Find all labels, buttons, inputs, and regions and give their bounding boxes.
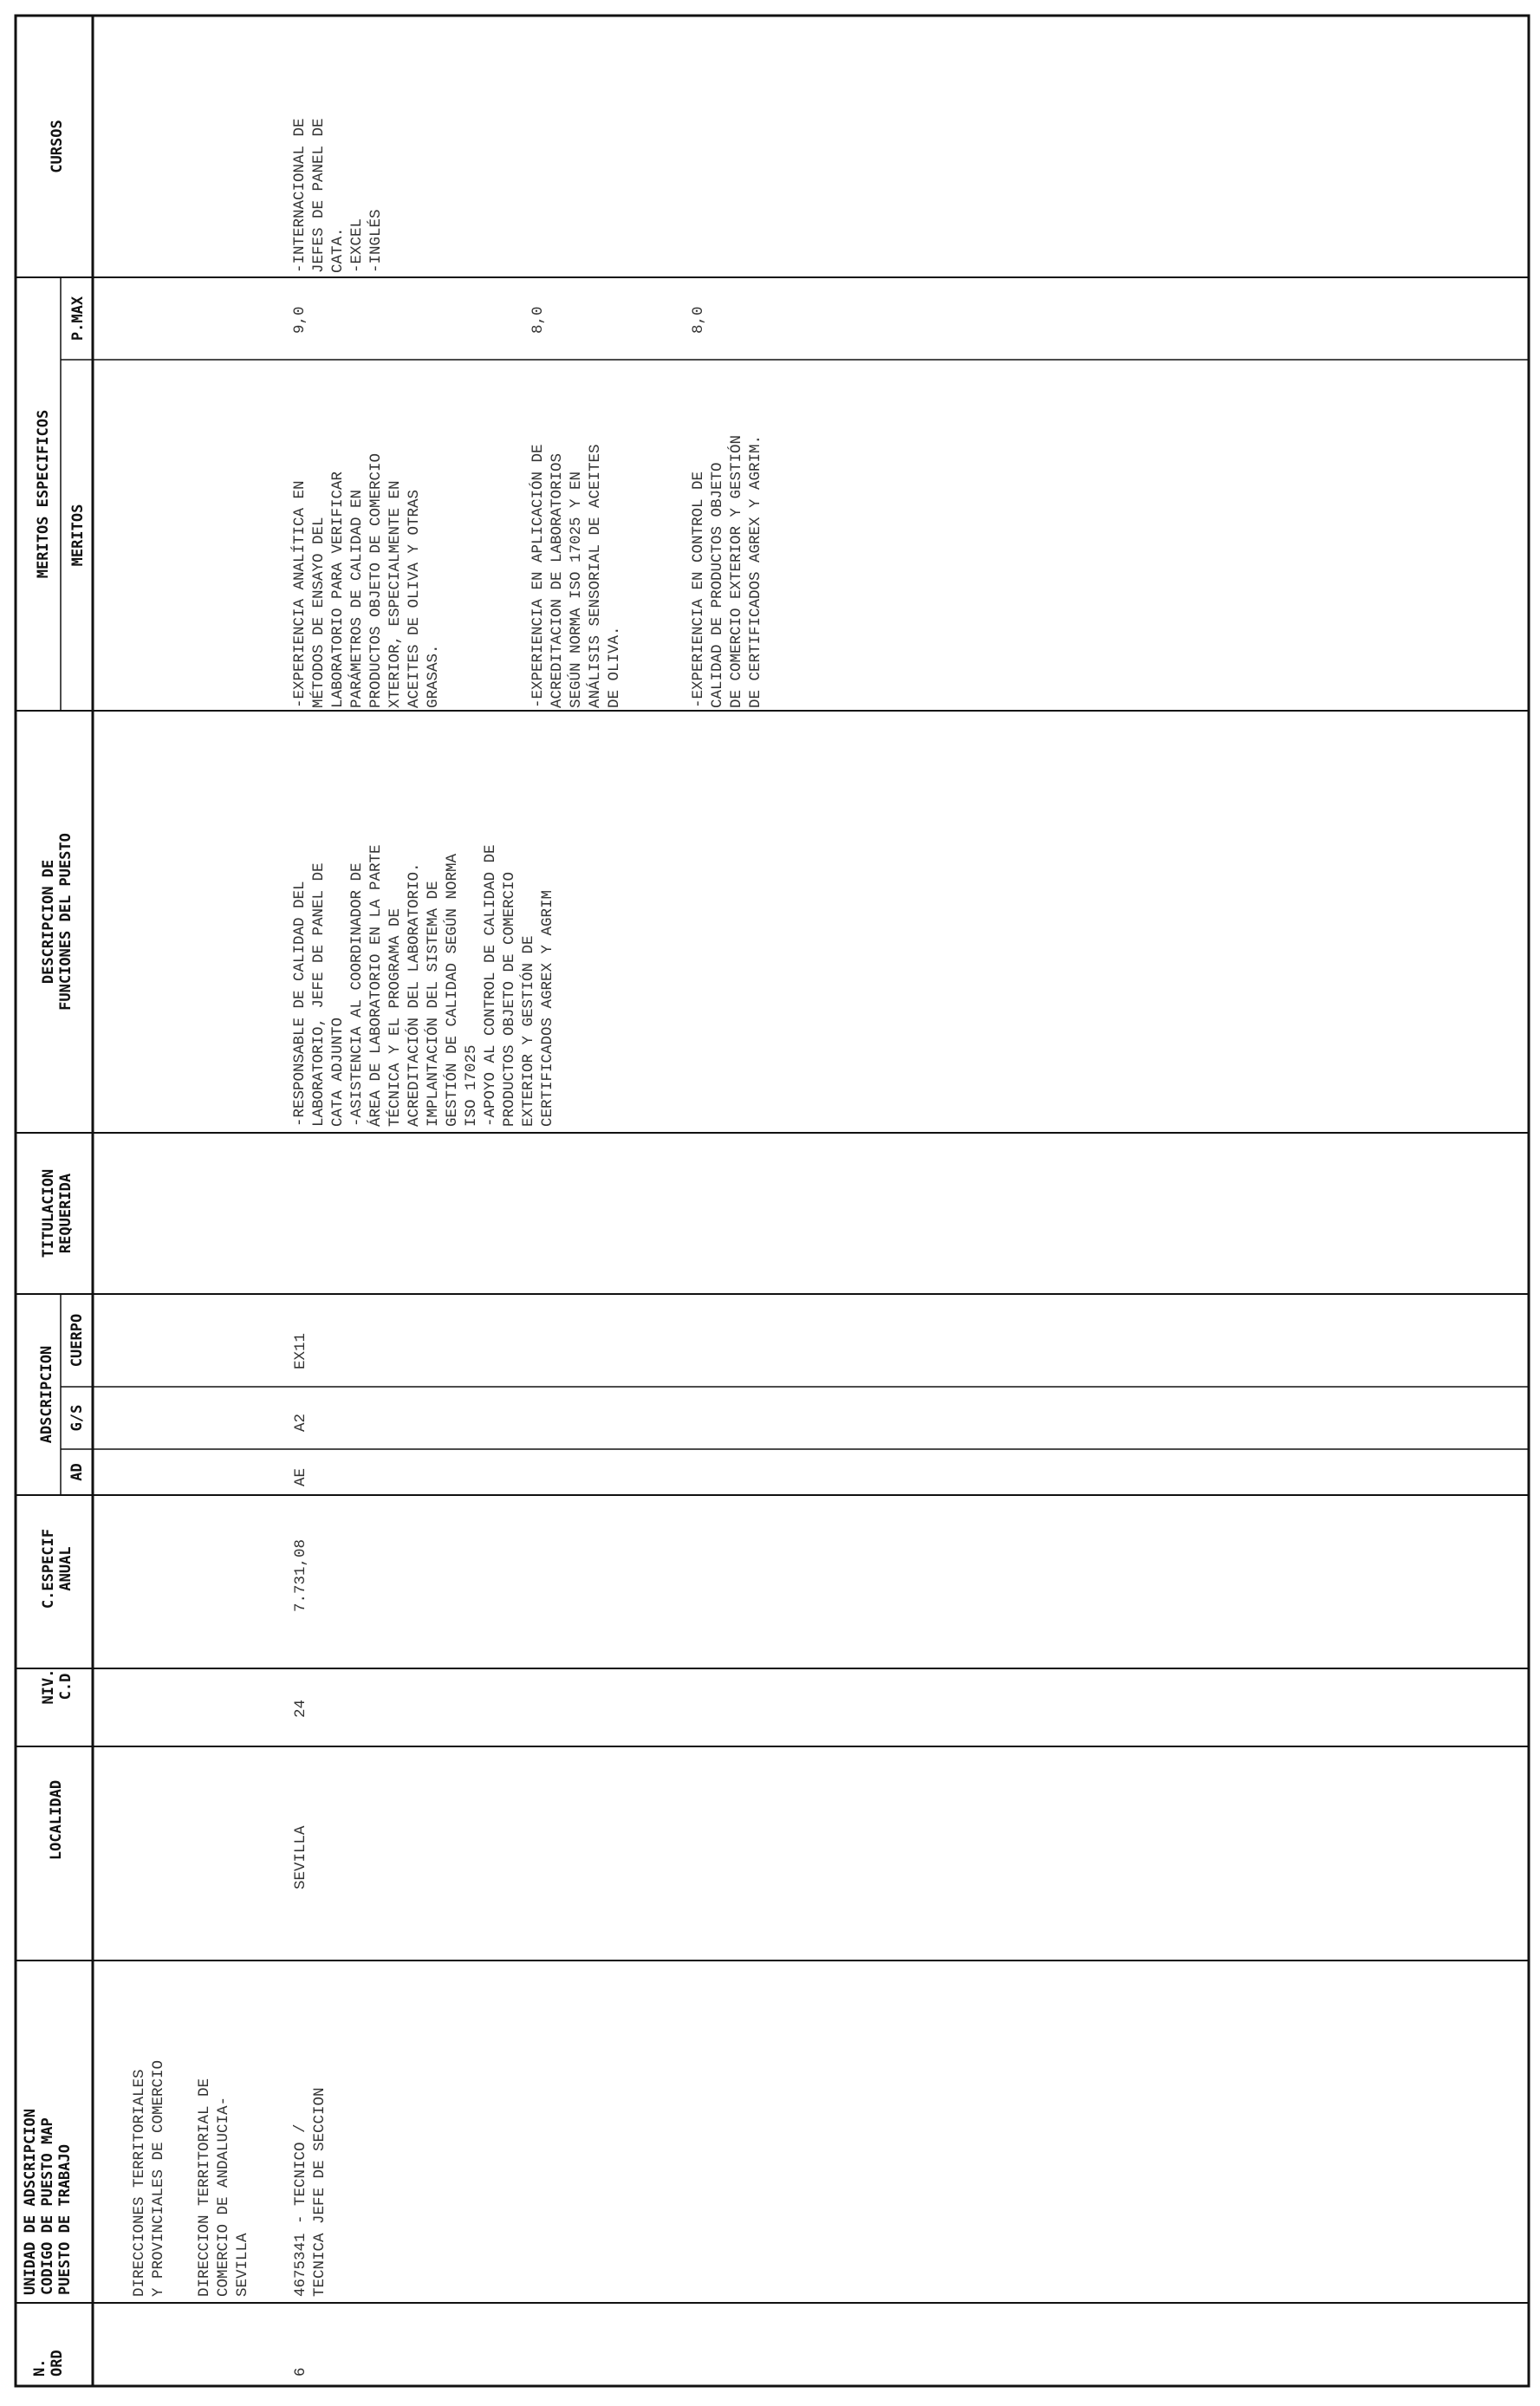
header-c-especif: C.ESPECIF ANUAL	[40, 1528, 75, 1609]
header-meritos: MERITOS	[69, 504, 87, 567]
header-ad: AD	[68, 1463, 86, 1481]
header-unidad-adscripcion: UNIDAD DE ADSCRIPCION CODIGO DE PUESTO MAP PUESTO DE TRABAJO	[22, 2109, 74, 2295]
row-merito-2-pmax: 8,0	[530, 306, 547, 334]
header-descripcion: DESCRIPCION DE FUNCIONES DEL PUESTO	[40, 833, 75, 1011]
header-meritos-especificos: MERITOS ESPECIFICOS	[35, 409, 52, 579]
row-c-especif: 7.731,08	[292, 1538, 309, 1612]
row-puesto: 4675341 - TECNICO / TECNICA JEFE DE SECCION	[292, 2087, 328, 2297]
row-ad: AE	[292, 1467, 309, 1486]
header-gs: G/S	[68, 1404, 86, 1432]
header-p-max: P.MAX	[69, 296, 87, 341]
header-nivel-cd: NIV. C.D	[40, 1668, 75, 1705]
row-descripcion: -RESPONSABLE DE CALIDAD DEL LABORATORIO, JEFE DE PANEL DE CATA ADJUNTO -ASISTENCIA AL COORDINADOR DE ÁREA DE LABORATORIO EN LA PARTE TÉCNICA Y EL PROGRAMA DE ACREDITACIÓN DEL LABORATORIO. IMPLANTACIÓN DEL SISTEMA DE GESTIÓN DE CALIDAD SEGÚN NORMA ISO 17025 -APOYO AL CONTROL DE CALIDAD DE PRODUCTOS OBJETO DE COMERCIO EXTERIOR Y GESTIÓN DE CERTIFICADOS AGREX Y AGRIM	[291, 844, 556, 1127]
header-cuerpo: CUERPO	[68, 1313, 86, 1368]
header-cursos: CURSOS	[49, 120, 66, 173]
row-merito-3: -EXPERIENCIA EN CONTROL DE CALIDAD DE PRODUCTOS OBJETO DE COMERCIO EXTERIOR Y GESTIÓN DE CERTIFICADOS AGREX Y AGRIM.	[690, 434, 764, 708]
unit-group-direccion-andalucia: DIRECCION TERRITORIAL DE COMERCIO DE ANDALUCIA- SEVILLA	[196, 2078, 251, 2297]
header-n-ord: N. ORD	[31, 2350, 66, 2377]
row-cursos: -INTERNACIONAL DE JEFES DE PANEL DE CATA. -EXCEL -INGLÉS	[291, 118, 385, 273]
row-merito-3-pmax: 8,0	[690, 306, 707, 334]
row-n-ord: 6	[292, 2367, 309, 2377]
row-localidad: SEVILLA	[292, 1825, 309, 1889]
row-gs: A2	[292, 1413, 309, 1432]
subcolumn-separators	[61, 277, 1529, 1495]
header-titulacion: TITULACION REQUERIDA	[40, 1168, 75, 1258]
header-adscripcion: ADSCRIPCION	[38, 1345, 55, 1444]
row-merito-1-pmax: 9,0	[291, 306, 309, 334]
unit-group-direcciones-territoriales: DIRECCIONES TERRITORIALES Y PROVINCIALES DE COMERCIO	[131, 2059, 167, 2297]
row-merito-1: -EXPERIENCIA ANALÍTICA EN MÉTODOS DE ENSAYO DEL LABORATORIO PARA VERIFICAR PARÁMETROS DE CALIDAD EN PRODUCTOS OBJETO DE COMERCIO XTERIOR, ESPECIALMENTE EN ACEITES DE OLIVA Y OTRAS GRASAS.	[291, 452, 442, 708]
row-merito-2: -EXPERIENCIA EN APLICACIÓN DE ACREDITACION DE LABORATORIOS SEGÚN NORMA ISO 17025 Y EN ANÁLISIS SENSORIAL DE ACEITES DE OLIVA.	[530, 444, 623, 708]
row-nivel: 24	[292, 1699, 309, 1718]
row-cuerpo: EX11	[292, 1332, 309, 1369]
header-localidad: LOCALIDAD	[48, 1779, 65, 1861]
